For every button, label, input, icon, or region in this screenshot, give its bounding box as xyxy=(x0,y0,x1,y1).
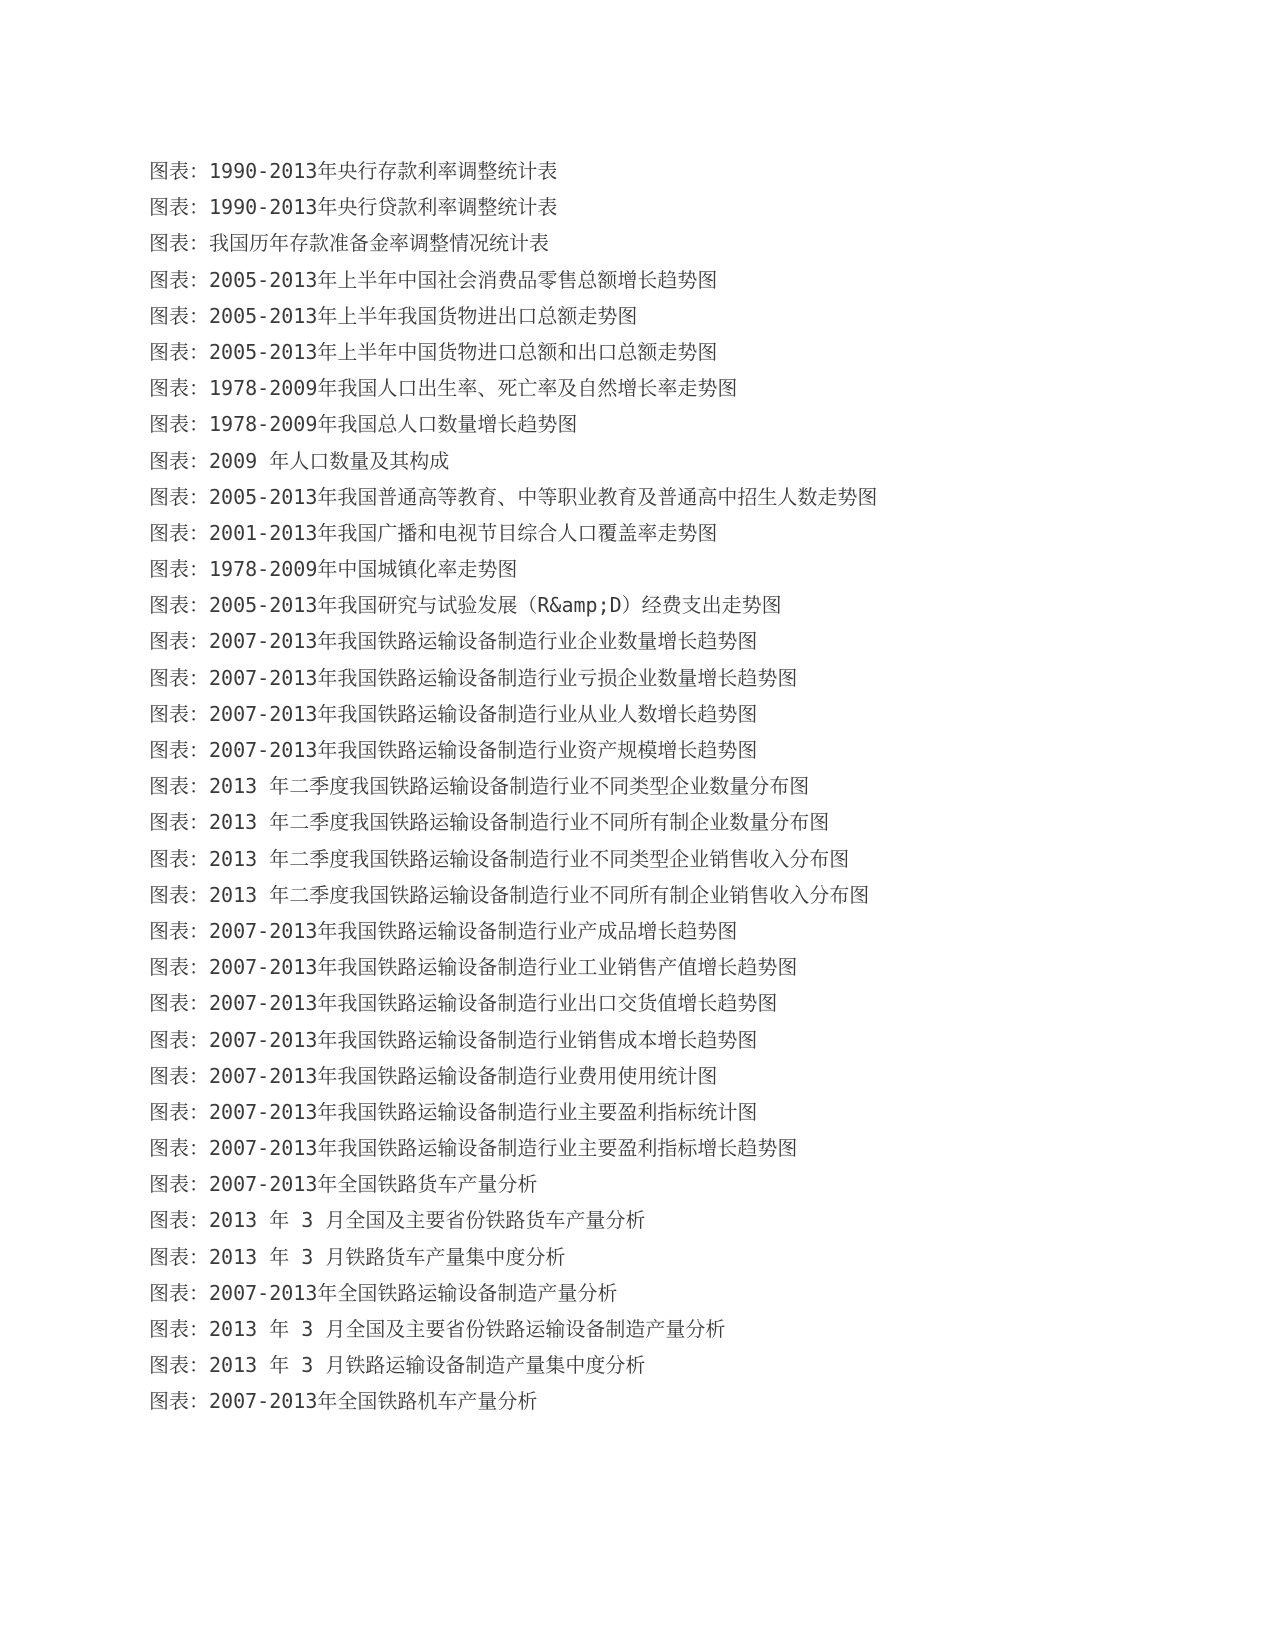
list-item: 图表：2013 年 3 月全国及主要省份铁路运输设备制造产量分析 xyxy=(149,1317,726,1341)
list-item: 图表：2007-2013年我国铁路运输设备制造行业销售成本增长趋势图 xyxy=(149,1027,758,1052)
list-item: 图表：2005-2013年上半年中国货物进口总额和出口总额走势图 xyxy=(149,339,718,364)
list-item: 图表：2007-2013年全国铁路机车产量分析 xyxy=(149,1389,538,1414)
list-item: 图表：1978-2009年我国人口出生率、死亡率及自然增长率走势图 xyxy=(149,376,738,401)
list-item: 图表：2007-2013年我国铁路运输设备制造行业资产规模增长趋势图 xyxy=(149,738,758,762)
list-item: 图表：我国历年存款准备金率调整情况统计表 xyxy=(149,231,549,256)
list-item: 图表：1978-2009年我国总人口数量增长趋势图 xyxy=(149,412,578,437)
list-item: 图表：2013 年二季度我国铁路运输设备制造行业不同类型企业数量分布图 xyxy=(149,774,810,799)
list-item: 图表：2013 年二季度我国铁路运输设备制造行业不同所有制企业销售收入分布图 xyxy=(149,882,870,907)
chart-list xyxy=(149,153,877,1420)
list-item: 图表：1978-2009年中国城镇化率走势图 xyxy=(149,557,518,582)
list-item: 图表：1990-2013年央行存款利率调整统计表 xyxy=(149,159,558,183)
list-item: 图表：2007-2013年我国铁路运输设备制造行业出口交货值增长趋势图 xyxy=(149,991,778,1016)
list-item: 图表：2007-2013年我国铁路运输设备制造行业费用使用统计图 xyxy=(149,1063,718,1088)
list-item: 图表：2013 年 3 月铁路货车产量集中度分析 xyxy=(149,1244,566,1269)
list-item: 图表：2007-2013年我国铁路运输设备制造行业企业数量增长趋势图 xyxy=(149,629,758,654)
list-item: 图表：2005-2013年上半年中国社会消费品零售总额增长趋势图 xyxy=(149,267,718,292)
list-item: 图表：2013 年二季度我国铁路运输设备制造行业不同所有制企业数量分布图 xyxy=(149,810,830,835)
list-item: 图表：2013 年二季度我国铁路运输设备制造行业不同类型企业销售收入分布图 xyxy=(149,846,850,871)
list-item: 图表：2005-2013年我国普通高等教育、中等职业教育及普通高中招生人数走势图 xyxy=(149,484,878,509)
list-item: 图表：2007-2013年我国铁路运输设备制造行业产成品增长趋势图 xyxy=(149,918,738,943)
list-item: 图表：2009 年人口数量及其构成 xyxy=(149,448,450,473)
list-item: 图表：2007-2013年我国铁路运输设备制造行业主要盈利指标增长趋势图 xyxy=(149,1136,798,1161)
list-item: 图表：2005-2013年上半年我国货物进出口总额走势图 xyxy=(149,303,638,328)
list-item: 图表：2005-2013年我国研究与试验发展（R&amp;D）经费支出走势图 xyxy=(149,593,782,618)
list-item: 图表：1990-2013年央行贷款利率调整统计表 xyxy=(149,195,558,220)
list-item: 图表：2001-2013年我国广播和电视节目综合人口覆盖率走势图 xyxy=(149,520,718,545)
list-item: 图表：2007-2013年我国铁路运输设备制造行业亏损企业数量增长趋势图 xyxy=(149,665,798,690)
list-item: 图表：2007-2013年全国铁路货车产量分析 xyxy=(149,1172,538,1197)
list-item: 图表：2007-2013年我国铁路运输设备制造行业主要盈利指标统计图 xyxy=(149,1099,758,1124)
list-item: 图表：2007-2013年我国铁路运输设备制造行业从业人数增长趋势图 xyxy=(149,701,758,726)
list-item: 图表：2007-2013年我国铁路运输设备制造行业工业销售产值增长趋势图 xyxy=(149,955,798,980)
list-item: 图表：2007-2013年全国铁路运输设备制造产量分析 xyxy=(149,1280,618,1305)
list-item: 图表：2013 年 3 月全国及主要省份铁路货车产量分析 xyxy=(149,1208,646,1233)
list-item: 图表：2013 年 3 月铁路运输设备制造产量集中度分析 xyxy=(149,1353,646,1378)
